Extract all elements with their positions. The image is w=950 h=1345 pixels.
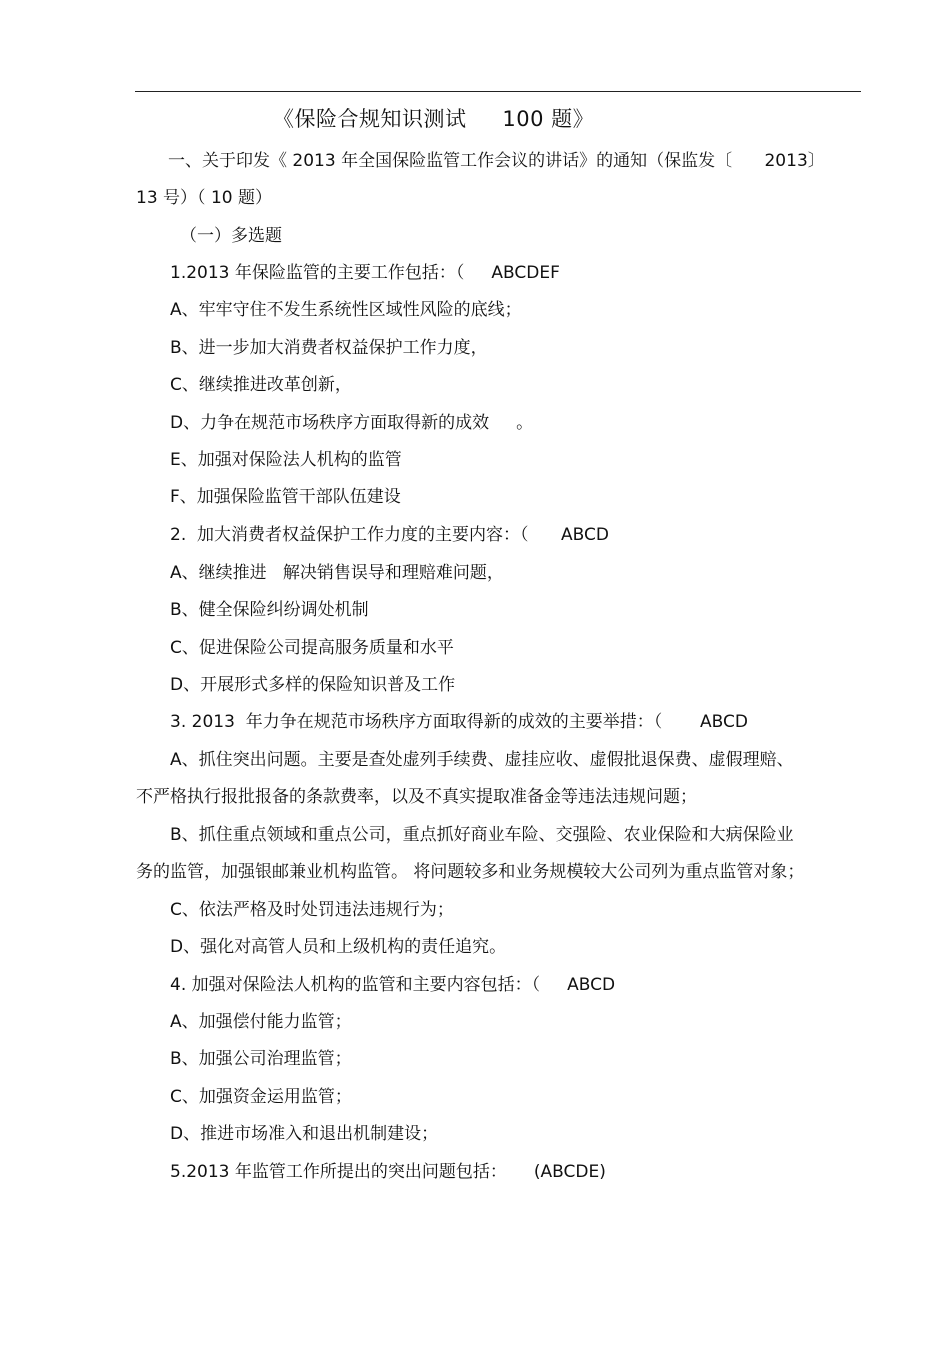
question-5-stem: 5.2013 年监管工作所提出的突出问题包括： (ABCDE)	[170, 1162, 606, 1182]
question-4-option-a: A、加强偿付能力监管；	[170, 1012, 352, 1032]
question-4-option-c: C、加强资金运用监管；	[170, 1087, 352, 1107]
question-2-stem: 2. 加大消费者权益保护工作力度的主要内容：（ ABCD	[170, 525, 609, 545]
question-4-option-d: D、推进市场准入和退出机制建设；	[170, 1124, 439, 1144]
question-4-stem: 4. 加强对保险法人机构的监管和主要内容包括：（ ABCD	[170, 975, 616, 995]
question-3-option-b-line2: 务的监管，加强银邮兼业机构监管。 将问题较多和业务规模较大公司列为重点监管对象；	[136, 862, 805, 882]
question-1-option-b: B、进一步加大消费者权益保护工作力度，	[170, 338, 488, 358]
document-title: 《保险合规知识测试 100 题》	[273, 107, 595, 131]
section-heading-line2: 13 号）（ 10 题）	[136, 188, 272, 208]
section-heading-line1: 一、关于印发《 2013 年全国保险监管工作会议的讲话》的通知（保监发〔 2013〕	[168, 151, 825, 171]
question-3-stem: 3. 2013 年力争在规范市场秩序方面取得新的成效的主要举措：（ ABCD	[170, 712, 748, 732]
question-3-option-a-line1: A、抓住突出问题。主要是查处虚列手续费、虚挂应收、虚假批退保费、虚假理赔、	[170, 750, 794, 770]
question-1-option-e: E、加强对保险法人机构的监管	[170, 450, 402, 470]
question-2-option-d: D、开展形式多样的保险知识普及工作	[170, 675, 456, 695]
question-3-option-a-line2: 不严格执行报批报备的条款费率，以及不真实提取准备金等违法违规问题；	[136, 787, 697, 807]
question-2-option-c: C、促进保险公司提高服务质量和水平	[170, 638, 454, 658]
question-4-option-b: B、加强公司治理监管；	[170, 1049, 352, 1069]
question-1-stem: 1.2013 年保险监管的主要工作包括：（ ABCDEF	[170, 263, 560, 283]
question-2-option-a: A、继续推进 解决销售误导和理赔难问题，	[170, 563, 504, 583]
question-2-option-b: B、健全保险纠纷调处机制	[170, 600, 369, 620]
question-3-option-c: C、依法严格及时处罚违法违规行为；	[170, 900, 454, 920]
question-3-option-b-line1: B、抓住重点领域和重点公司，重点抓好商业车险、交强险、农业保险和大病保险业	[170, 825, 794, 845]
top-rule	[135, 91, 861, 92]
question-1-option-d: D、力争在规范市场秩序方面取得新的成效 。	[170, 413, 534, 433]
question-3-option-d: D、强化对高管人员和上级机构的责任追究。	[170, 937, 507, 957]
question-1-option-a: A、牢牢守住不发生系统性区域性风险的底线；	[170, 300, 522, 320]
subsection-heading: （一）多选题	[180, 226, 282, 246]
question-1-option-c: C、继续推进改革创新，	[170, 375, 352, 395]
question-1-option-f: F、加强保险监管干部队伍建设	[170, 487, 401, 507]
